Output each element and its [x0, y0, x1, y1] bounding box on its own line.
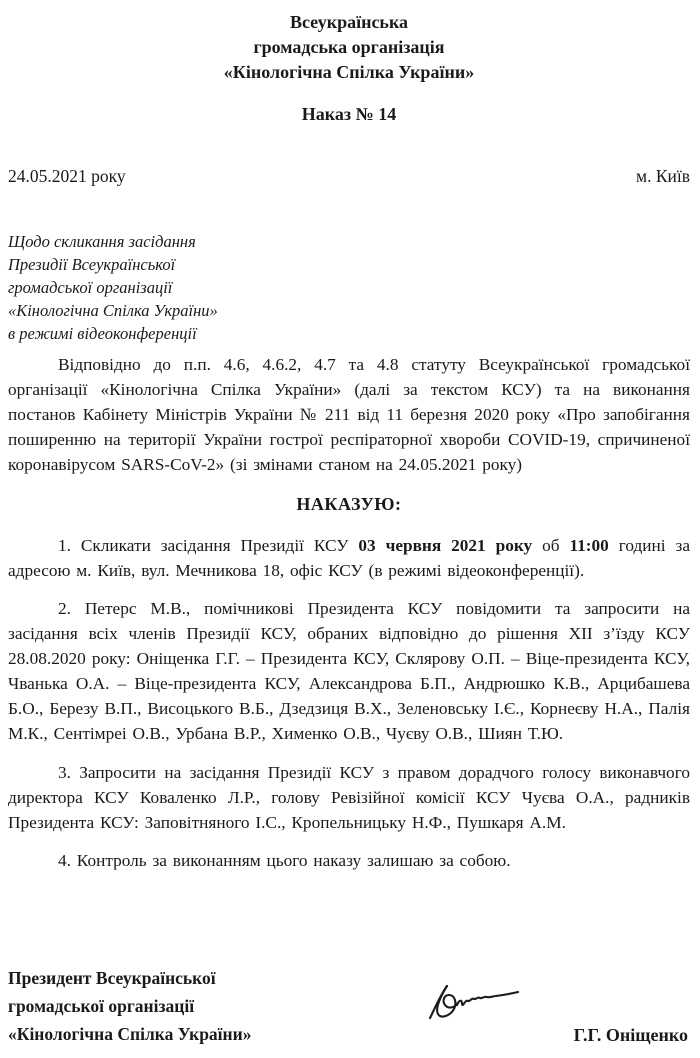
signature-block — [8, 964, 690, 1052]
order-item-1-text: 1. Скликати засідання Президії КСУ — [58, 536, 359, 555]
order-subject-line: Щодо скликання засідання — [8, 232, 196, 251]
decree-heading: НАКАЗУЮ: — [296, 494, 402, 514]
organization-name-line: «Кінологічна Спілка України» — [223, 62, 475, 82]
organization-name-line: громадська організація — [253, 37, 445, 57]
order-item-2: 2. Петерс М.В., помічникові Президента КСУ повідомити та запросити на засідання всіх членів Президії КСУ, обраних відповідно до рішення ХІІ з’їзду КСУ 28.08.2020 року: Оніщенка Г.Г. – Президента КСУ, Склярову О.П. – Віце-президента КСУ, Чванька О.А. – Віце-президента КСУ, Александрова Б.П., Андрюшко К.В., Арцибашева Б.О., Березу В.П., Висоцького В.Б., Дзедзиця В.Х., Зеленовську І.Є., Корнеєву Н.А., Палія М.К., Сентімреі О.В., Урбана В.Р., Хименко О.В., Чуєву О.В., Шиян Т.Ю. — [8, 599, 690, 743]
order-subject-line: в режимі відеоконференції — [8, 324, 197, 343]
order-preamble: Відповідно до п.п. 4.6, 4.6.2, 4.7 та 4.8 статуту Всеукраїнської громадської організації «Кінологічна Спілка України» (далі за текстом КСУ) та на виконання постанов Кабінету Міністрів України № 211 від 11 березня 2020 року «Про запобігання поширенню на території України гострої респіраторної хвороби COVID-19, спричиненої коронавірусом SARS-CoV-2» (зі змінами станом на 24.05.2021 року) — [8, 355, 690, 474]
signatory-name: Г.Г. Оніщенко — [573, 1025, 688, 1045]
signatory-title-line: «Кінологічна Спілка України» — [8, 1024, 252, 1044]
order-city: м. Київ — [636, 166, 690, 186]
order-subject — [8, 230, 690, 345]
order-number-title: Наказ № 14 — [301, 104, 397, 124]
date-city-row — [8, 166, 690, 187]
signatory-title-line: Президент Всеукраїнської — [8, 968, 216, 988]
order-subject-line: громадської організації — [8, 278, 173, 297]
handwritten-signature-image — [426, 980, 534, 1031]
order-item-1-meeting-date: 03 червня 2021 року — [358, 536, 533, 555]
signatory-title-line: громадської організації — [8, 996, 195, 1016]
order-subject-line: Президії Всеукраїнської — [8, 255, 176, 274]
order-item-1-text: годині за адресою м. Київ, вул. Мечникова 18, офіс КСУ (в режимі відеоконференції). — [8, 536, 690, 580]
signatory-title — [8, 964, 251, 1048]
order-item-1 — [8, 533, 690, 583]
order-item-3: 3. Запросити на засідання Президії КСУ з правом дорадчого голосу виконавчого директора КСУ Коваленко Л.Р., голову Ревізійної комісії КСУ Чуєва О.А., радників Президента КСУ: Заповітняного І.С., Кропельницьку Н.Ф., Пушкаря А.М. — [8, 763, 690, 832]
organization-name — [8, 10, 690, 85]
order-date: 24.05.2021 року — [8, 166, 126, 186]
order-subject-line: «Кінологічна Спілка України» — [8, 301, 218, 320]
order-item-1-meeting-time: 11:00 — [569, 536, 609, 555]
organization-name-line: Всеукраїнська — [289, 12, 409, 32]
order-item-4: 4. Контроль за виконанням цього наказу залишаю за собою. — [58, 851, 511, 870]
order-item-1-text: об — [532, 536, 570, 555]
